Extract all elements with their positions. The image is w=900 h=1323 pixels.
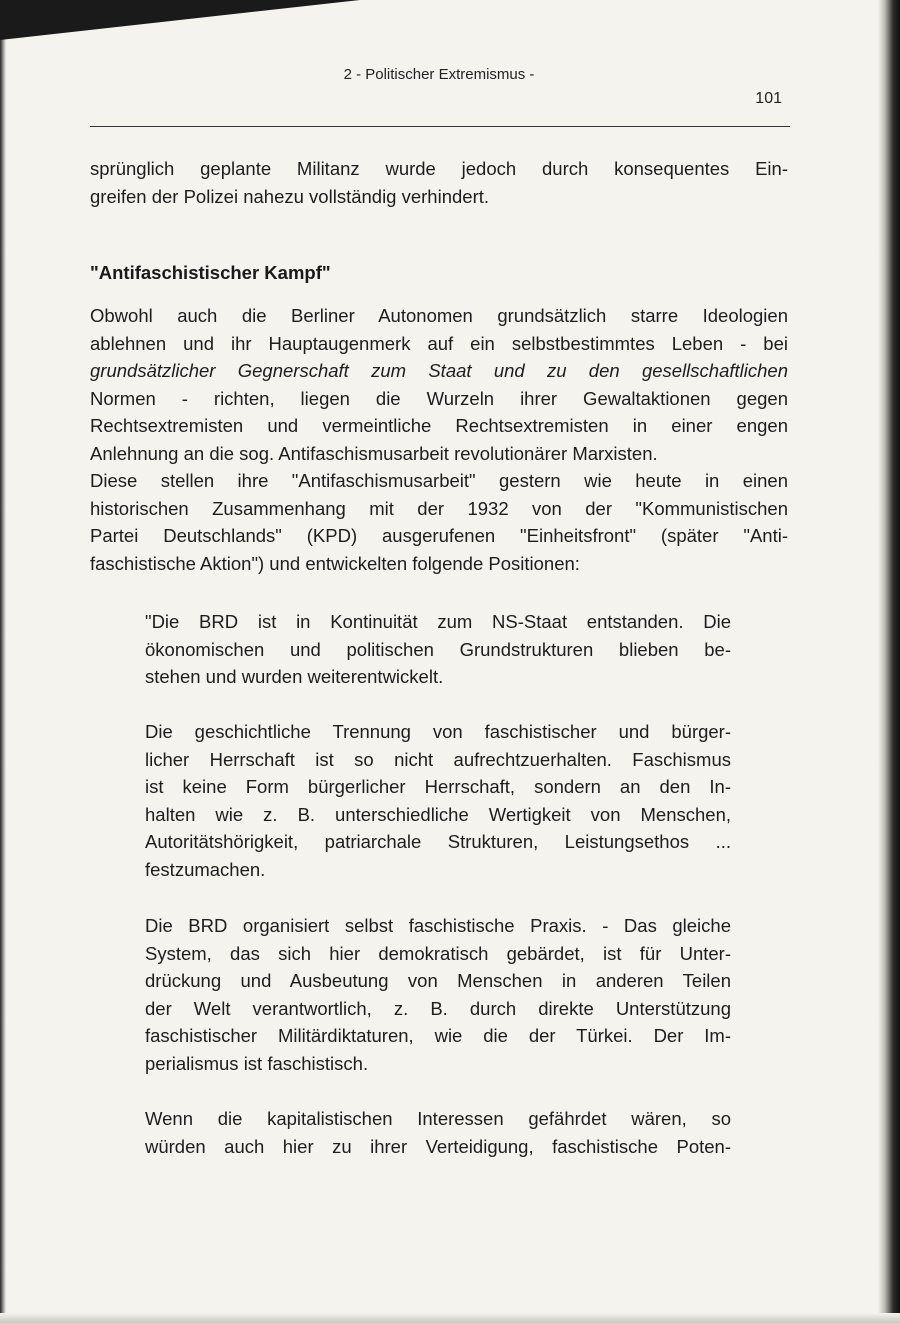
text-line: ablehnen und ihr Hauptaugenmerk auf ein selbstbestimmtes Leben - bei — [90, 332, 788, 354]
text-line: faschistischer Militärdiktaturen, wie die der Türkei. Der Im- — [145, 1025, 731, 1046]
text-line-italic: grundsätzlicher Gegnerschaft zum Staat und zu den gesellschaftlichen — [90, 360, 788, 381]
text-line: drückung und Ausbeutung von Menschen in anderen Teilen — [145, 970, 731, 991]
text-line: der Welt verantwortlich, z. B. durch direkte Unterstützung — [145, 997, 731, 1019]
block-quote-paragraph — [145, 1105, 731, 1160]
text-line: faschistische Aktion") und entwickelten folgende Positionen: — [90, 552, 580, 574]
text-line: Anlehnung an die sog. Antifaschismusarbeit revolutionärer Marxisten. — [90, 442, 658, 464]
text-line: halten wie z. B. unterschiedliche Wertigkeit von Menschen, — [145, 803, 731, 825]
block-quote-paragraph — [145, 912, 731, 1077]
text-line: stehen und wurden weiterentwickelt. — [145, 666, 444, 687]
text-line: System, das sich hier demokratisch gebärdet, ist für Unter- — [145, 942, 731, 964]
block-quote-paragraph — [145, 718, 731, 883]
header-rule — [90, 126, 790, 127]
paragraph-continuation — [90, 155, 788, 210]
paragraph-intro — [90, 302, 788, 467]
text-line: Die geschichtliche Trennung von faschistischer und bürger- — [145, 721, 731, 742]
text-line: Obwohl auch die Berliner Autonomen grundsätzlich starre Ideologien — [90, 305, 788, 326]
text-line: ist keine Form bürgerlicher Herrschaft, sondern an den In- — [145, 776, 731, 797]
text-line: Die BRD organisiert selbst faschistische Praxis. - Das gleiche — [145, 915, 731, 936]
text-line: festzumachen. — [145, 858, 266, 880]
scan-shadow-corner — [0, 0, 360, 40]
text-line: ökonomischen und politischen Grundstrukturen blieben be- — [145, 638, 731, 660]
block-quote-paragraph — [145, 608, 731, 691]
running-head: 2 - Politischer Extremismus - — [343, 66, 535, 83]
text-line: Rechtsextremisten und vermeintliche Rechtsextremisten in einer engen — [90, 415, 788, 436]
text-line: historischen Zusammenhang mit der 1932 von der "Kommunistischen — [90, 497, 788, 519]
text-line: Normen - richten, liegen die Wurzeln ihrer Gewaltaktionen gegen — [90, 387, 788, 409]
text-line: "Die BRD ist in Kontinuität zum NS-Staat entstanden. Die — [145, 611, 731, 632]
text-line: Diese stellen ihre "Antifaschismusarbeit" gestern wie heute in einen — [90, 470, 788, 491]
text-line: licher Herrschaft ist so nicht aufrechtzuerhalten. Faschismus — [145, 748, 731, 770]
scan-binding-edge — [878, 0, 900, 1323]
text-line: sprünglich geplante Militanz wurde jedoch durch konsequentes Ein- — [90, 158, 788, 179]
paragraph-positions — [90, 467, 788, 577]
scan-shadow-left — [0, 0, 6, 1323]
text-line: würden auch hier zu ihrer Verteidigung, faschistische Poten- — [145, 1135, 731, 1157]
page-number: 101 — [755, 90, 782, 107]
section-heading: "Antifaschistischer Kampf" — [90, 262, 331, 283]
text-line: Autoritätshörigkeit, patriarchale Strukturen, Leistungsethos ... — [145, 831, 731, 852]
text-line: Wenn die kapitalistischen Interessen gefährdet wären, so — [145, 1108, 731, 1129]
scan-shadow-bottom — [0, 1313, 900, 1323]
text-line: greifen der Polizei nahezu vollständig verhindert. — [90, 185, 490, 207]
text-line: perialismus ist faschistisch. — [145, 1052, 369, 1074]
text-line: Partei Deutschlands" (KPD) ausgerufenen "Einheitsfront" (später "Anti- — [90, 525, 788, 546]
